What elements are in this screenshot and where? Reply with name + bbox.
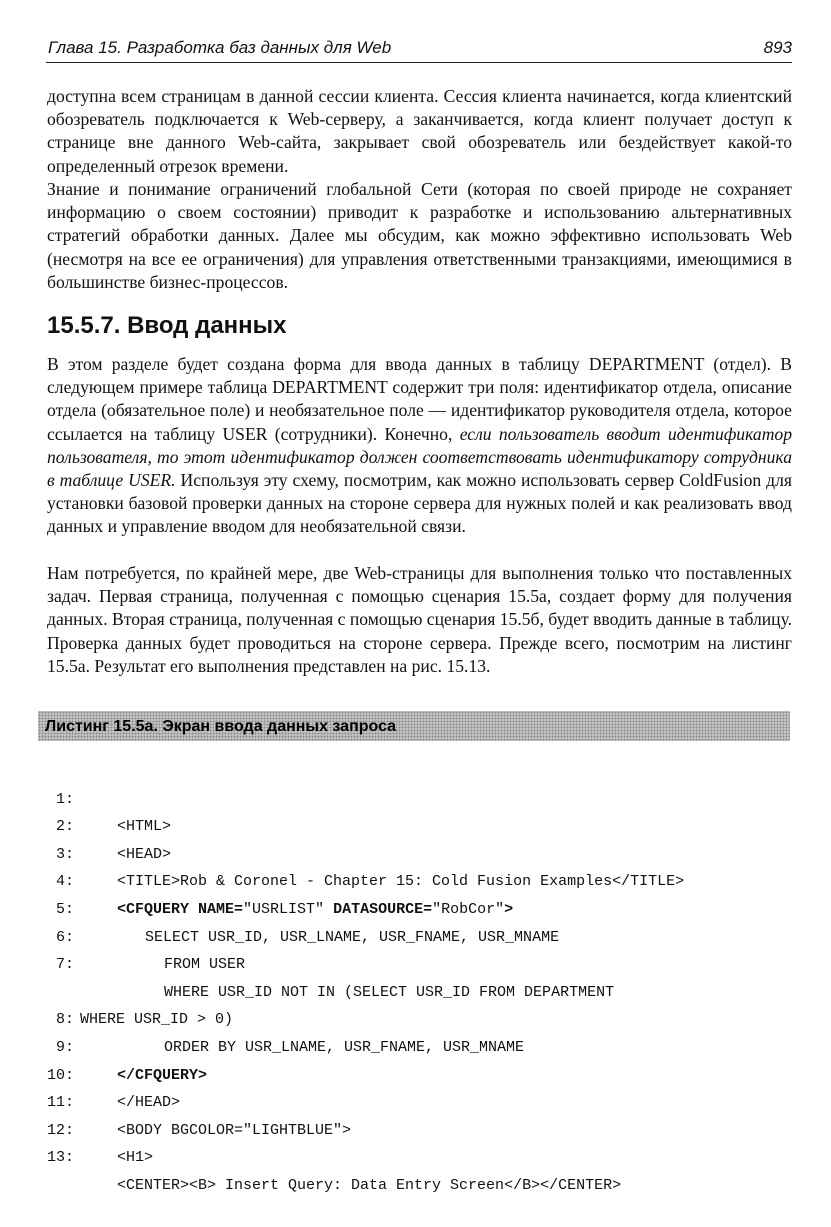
code-text: </HEAD> (117, 1094, 181, 1112)
code-text: </CFQUERY> (117, 1066, 208, 1084)
paragraph-text: В этом разделе будет создана форма для ввода данных в таблицу DEPARTMENT (отдел). В следующем примере таблица DEPARTMENT содержит три поля: идентификатор отдела, описание отдела (обязательное поле) и необязательное поле — идентификатор руководителя отдела, которое ссылается на таблицу USER (сотрудники). Конечно, (47, 354, 792, 444)
paragraph-two-pages: Нам потребуется, по крайней мере, две Web-страницы для выполнения только что поставленных задач. Первая страница, полученная с помощью сценария 15.5а, создает форму для получения данных. Вторая страница, полученная с помощью сценария 15.5б, будет вводить данные в таблицу. Проверка данных будет проводиться на стороне сервера. Прежде всего, посмотрим на листинг 15.5а. Результат его выполнения представлен на рис. 15.13. (47, 563, 792, 676)
line-number: 3: (55, 845, 74, 863)
listing-title: Листинг 15.5а. Экран ввода данных запроса (45, 718, 397, 735)
datasource-value: "RobCor" (432, 900, 505, 918)
code-text: SELECT USR_ID, USR_LNAME, USR_FNAME, USR_MNAME (145, 928, 560, 946)
line-number: 11: (46, 1094, 74, 1112)
code-text: ORDER BY USR_LNAME, USR_FNAME, USR_MNAME (164, 1038, 525, 1056)
line-number: 4: (55, 873, 74, 891)
name-keyword: NAME= (198, 900, 244, 918)
line-number: 12: (46, 1121, 74, 1139)
code-text: <HEAD> (117, 845, 172, 863)
code-text: WHERE USR_ID NOT IN (SELECT USR_ID FROM DEPARTMENT (164, 983, 615, 1001)
code-text: <BODY BGCOLOR="LIGHTBLUE"> (117, 1121, 352, 1139)
code-text: <CENTER><B> Insert Query: Data Entry Screen</B></CENTER> (117, 1176, 622, 1194)
datasource-keyword: DATASOURCE= (333, 900, 433, 918)
code-text: <HTML> (117, 818, 172, 836)
paragraph-text-end: Используя эту схему, посмотрим, как можно использовать сервер ColdFusion для установки базовой проверки данных на стороне сервера для нужных полей и как реализовать ввод данных и управление вводом для необязательной связи. (47, 470, 792, 537)
paragraph-session: доступна всем страницам в данной сессии клиента. Сессия клиента начинается, когда клиентский обозреватель подключается к Web-серверу, а заканчивается, когда клиент получает доступ к странице вне данного Web-сайта, закрывает свой обозреватель или бездействует какой-то определенный отрезок времени. (47, 86, 792, 176)
line-number: 7: (55, 956, 74, 974)
line-number: 13: (46, 1149, 74, 1167)
code-text: <H1> (117, 1149, 154, 1167)
code-line (46, 758, 806, 836)
code-text: FROM USER (164, 956, 246, 974)
code-text: <TITLE>Rob & Coronel - Chapter 15: Cold Fusion Examples</TITLE> (117, 873, 685, 891)
line-number: 8: (55, 1011, 74, 1029)
line-number: 5: (55, 900, 74, 918)
tag-close: > (504, 900, 514, 918)
page-number: 893 (763, 38, 792, 57)
code-text: WHERE USR_ID > 0) (80, 1011, 234, 1029)
section-heading: 15.5.7. Ввод данных (47, 312, 287, 339)
line-number: 2: (55, 818, 74, 836)
running-header (46, 36, 792, 63)
name-value: "USRLIST" (243, 900, 325, 918)
line-number: 10: (46, 1066, 74, 1084)
line-number: 1: (55, 790, 74, 808)
cfquery-keyword: <CFQUERY (117, 900, 190, 918)
paragraph-web-limits: Знание и понимание ограничений глобальной Сети (которая по своей природе не сохраняет информацию о своем состоянии) приводит к разработке и использованию альтернативных стратегий обработки данных. Далее мы обсудим, как можно эффективно использовать Web (несмотря на все ее ограничения) для управления ответственными транзакциями, имеющимися в большинстве бизнес-процессов. (47, 179, 792, 292)
paragraph-italic-text: если пользователь вводит идентификатор пользователя, то этот идентификатор должен соответствовать идентификатору сотрудника в таблице USER. (47, 423, 792, 491)
paragraph-department-form (47, 353, 792, 539)
line-number: 6: (55, 928, 74, 946)
chapter-title: Глава 15. Разработка баз данных для Web (48, 38, 392, 57)
line-number: 9: (55, 1038, 74, 1056)
code-listing (46, 758, 806, 1194)
